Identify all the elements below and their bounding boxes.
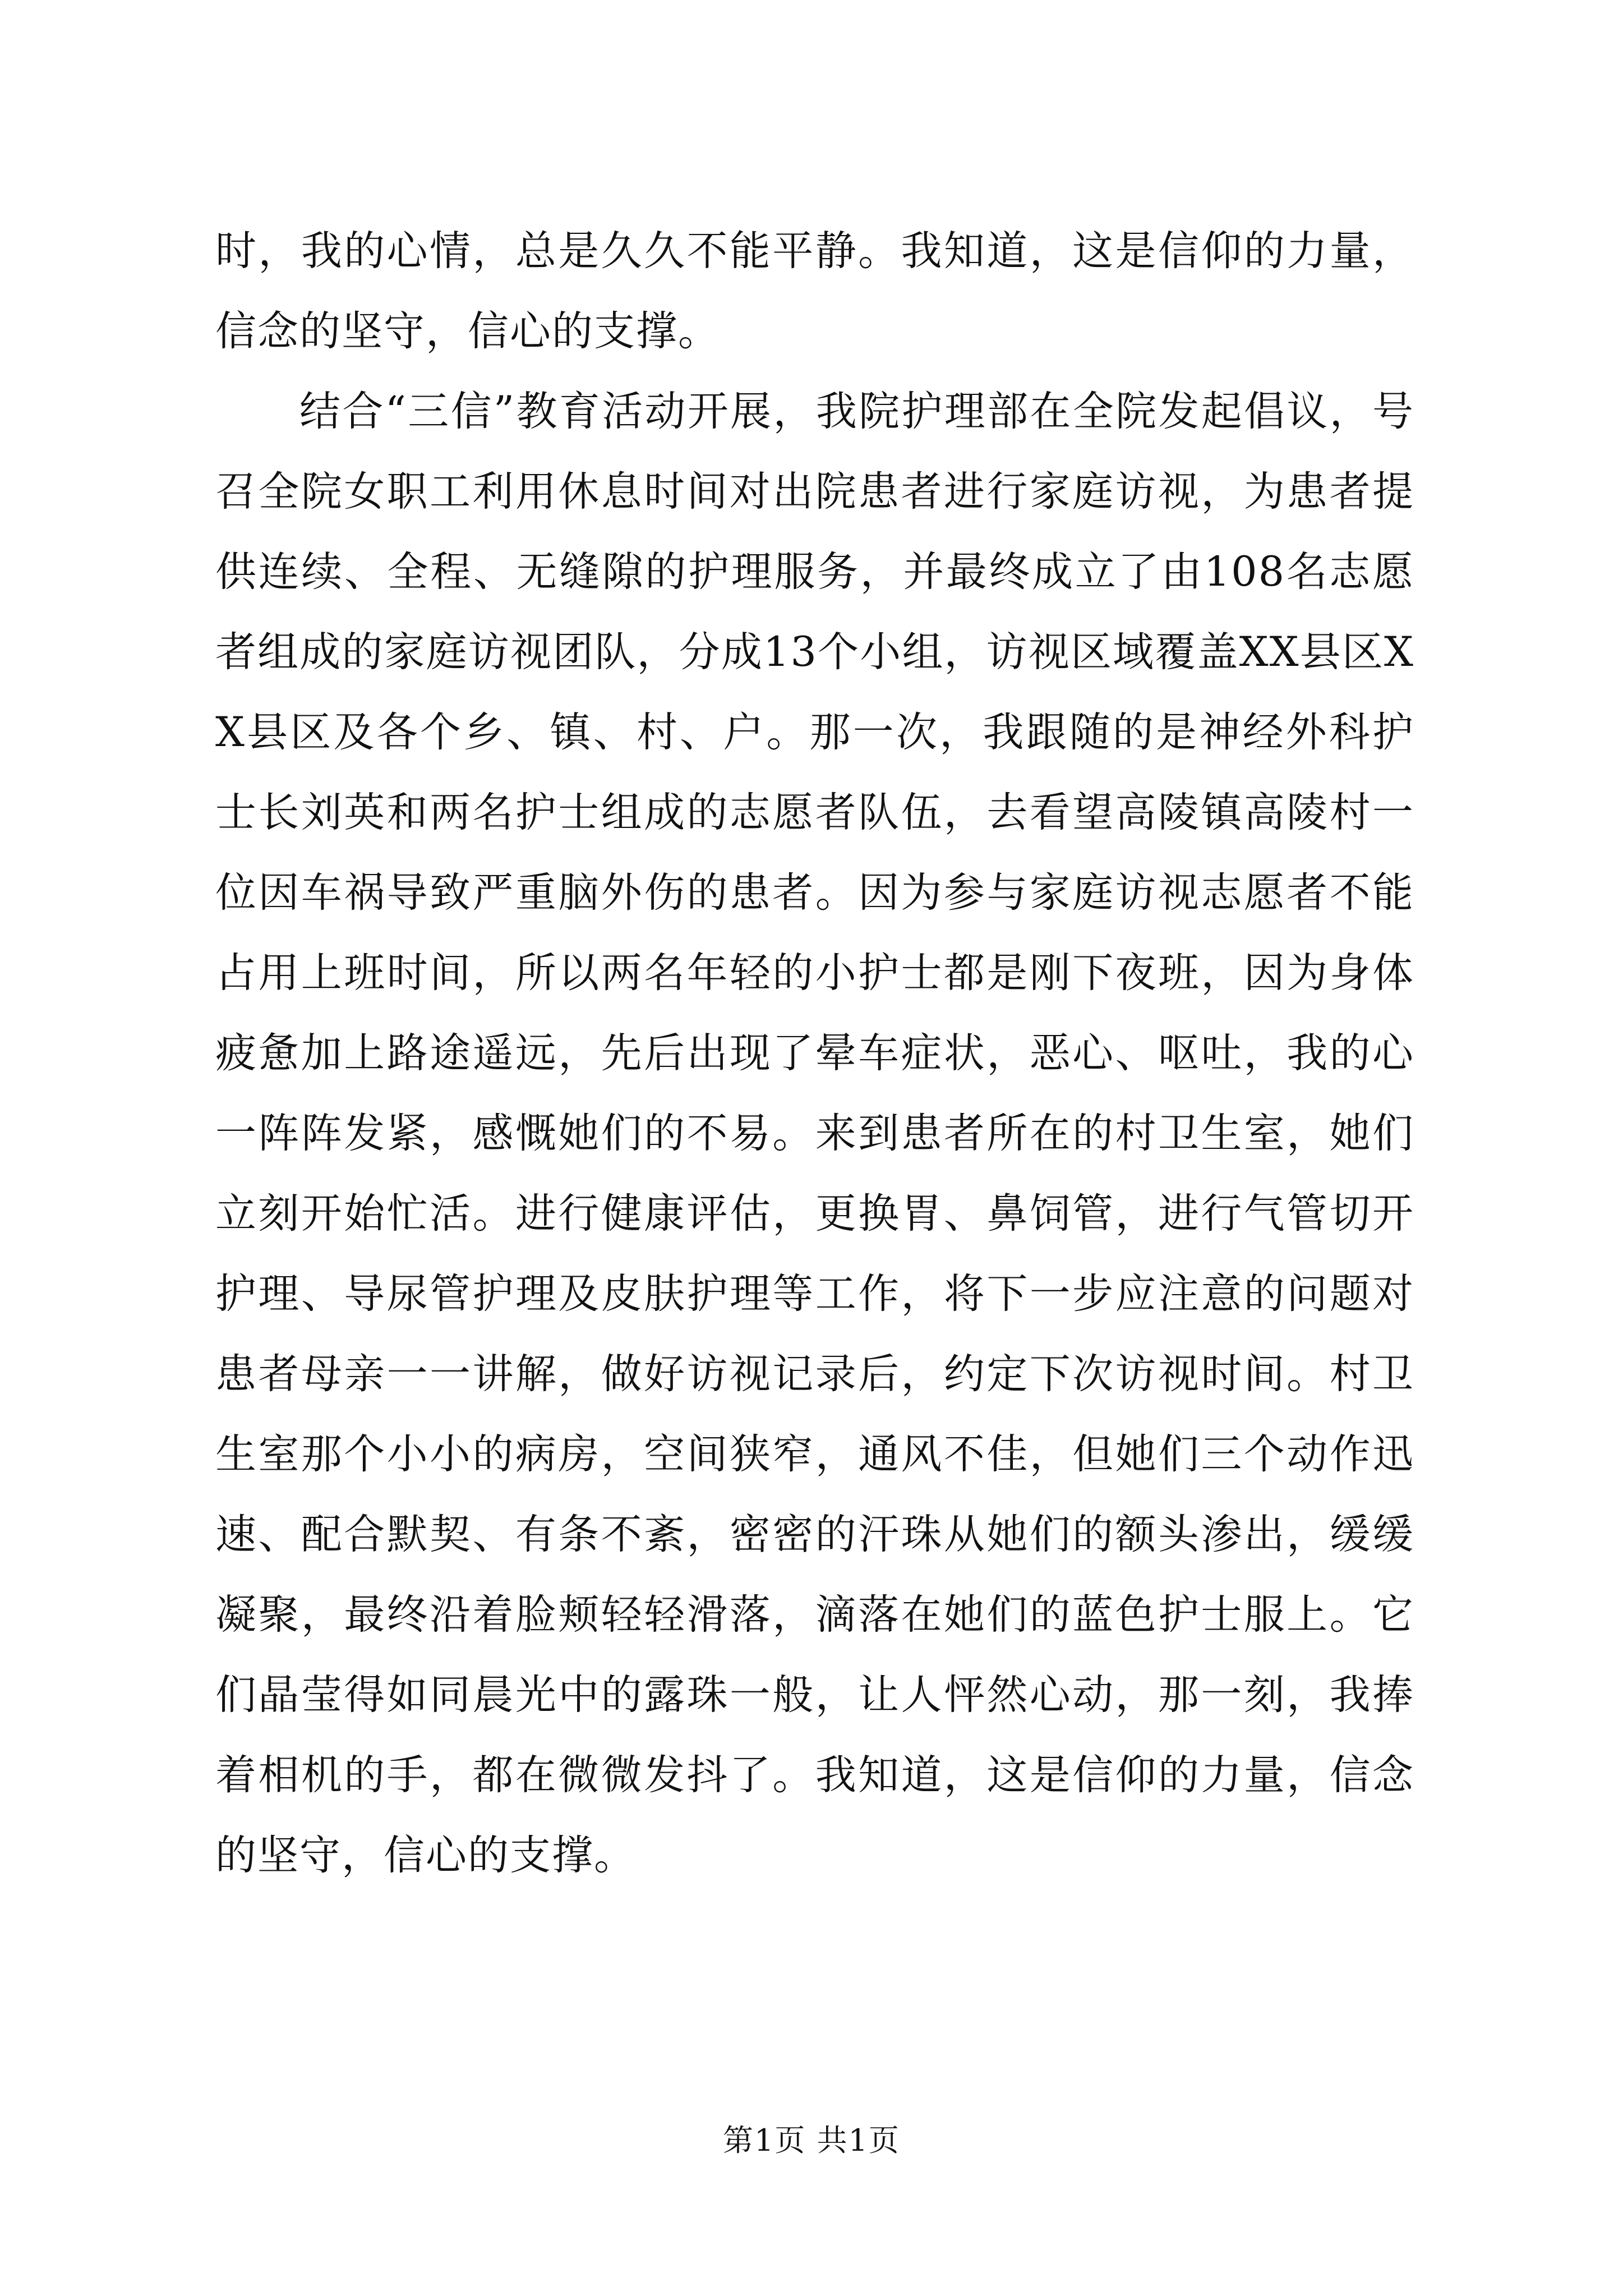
paragraph-volunteer-visit: 结合“三信”教育活动开展，我院护理部在全院发起倡议，号召全院女职工利用休息时间对出院患者进行家庭访视，为患者提供连续、全程、无缝隙的护理服务，并最终成立了由108名志愿者组成的家庭访视团队，分成13个小组，访视区域覆盖XX县区XX县区及各个乡、镇、村、户。那一次，我跟随的是神经外科护士长刘英和两名护士组成的志愿者队伍，去看望高陵镇高陵村一位因车祸导致严重脑外伤的患者。因为参与家庭访视志愿者不能占用上班时间，所以两名年轻的小护士都是刚下夜班，因为身体疲惫加上路途遥远，先后出现了晕车症状，恶心、呕吐，我的心一阵阵发紧，感慨她们的不易。来到患者所在的村卫生室，她们立刻开始忙活。进行健康评估，更换胃、鼻饲管，进行气管切开护理、导尿管护理及皮肤护理等工作，将下一步应注意的问题对患者母亲一一讲解，做好访视记录后，约定下次访视时间。村卫生室那个小小的病房，空间狭窄，通风不佳，但她们三个动作迅速、配合默契、有条不紊，密密的汗珠从她们的额头渗出，缓缓凝聚，最终沿着脸颊轻轻滑落，滴落在她们的蓝色护士服上。它们晶莹得如同晨光中的露珠一般，让人怦然心动，那一刻，我捧着相机的手，都在微微发抖了。我知道，这是信仰的力量，信念的坚守，信心的支撑。 [215, 388, 1414, 1879]
page-footer: 第1页 共1页 [723, 2123, 900, 2158]
document-body [215, 211, 1414, 1895]
paragraph-continuation: 时，我的心情，总是久久不能平静。我知道，这是信仰的力量，信念的坚守，信心的支撑。 [215, 227, 1414, 355]
